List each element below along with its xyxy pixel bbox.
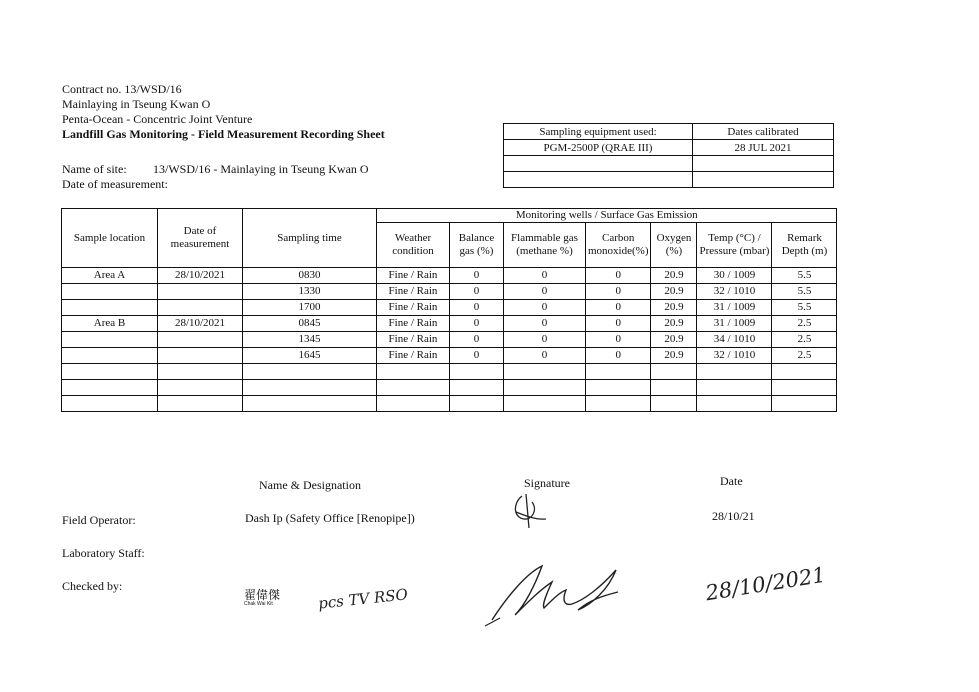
col-carbon-monoxide: Carbon monoxide(%)	[586, 223, 651, 268]
col-sampling-time: Sampling time	[243, 209, 377, 268]
cell-carbon-monoxide	[586, 396, 651, 412]
laboratory-staff-label: Laboratory Staff:	[62, 546, 145, 560]
cell-remark-depth: 5.5	[772, 268, 837, 284]
cell-date	[158, 380, 243, 396]
date-header: Date	[720, 474, 743, 488]
col-flammable-gas: Flammable gas (methane %)	[504, 223, 586, 268]
cell-weather	[377, 364, 450, 380]
field-operator-name: Dash Ip (Safety Office [Renopipe])	[245, 511, 415, 525]
name-designation-header: Name & Designation	[259, 478, 361, 492]
cell-carbon-monoxide: 0	[586, 284, 651, 300]
table-row	[62, 364, 837, 380]
cell-temp-pressure: 30 / 1009	[697, 268, 772, 284]
sheet-title: Landfill Gas Monitoring - Field Measurement Recording Sheet	[62, 127, 385, 141]
cell-sampling-time: 1645	[243, 348, 377, 364]
cell-carbon-monoxide	[586, 380, 651, 396]
cell-sample-location	[62, 300, 158, 316]
cell-sampling-time: 0845	[243, 316, 377, 332]
cell-remark-depth: 5.5	[772, 300, 837, 316]
cell-remark-depth: 2.5	[772, 316, 837, 332]
table-row	[62, 316, 837, 332]
cell-sample-location: Area A	[62, 268, 158, 284]
cell-carbon-monoxide: 0	[586, 300, 651, 316]
cell-remark-depth	[772, 364, 837, 380]
cell-carbon-monoxide	[586, 364, 651, 380]
cell-sample-location	[62, 332, 158, 348]
cell-oxygen: 20.9	[651, 316, 697, 332]
cell-remark-depth: 2.5	[772, 332, 837, 348]
cell-sampling-time	[243, 396, 377, 412]
cell-temp-pressure: 34 / 1010	[697, 332, 772, 348]
cell-temp-pressure: 31 / 1009	[697, 316, 772, 332]
cell-flammable-gas	[504, 380, 586, 396]
cell-oxygen: 20.9	[651, 268, 697, 284]
checked-name-english: Chak Wai Kit	[244, 601, 273, 607]
cell-weather: Fine / Rain	[377, 300, 450, 316]
cell-balance-gas: 0	[450, 284, 504, 300]
cell-balance-gas	[450, 396, 504, 412]
contract-number: Contract no. 13/WSD/16	[62, 82, 182, 96]
cell-sample-location	[62, 348, 158, 364]
col-sample-location: Sample location	[62, 209, 158, 268]
calibration-header: Dates calibrated	[693, 124, 834, 140]
cell-carbon-monoxide: 0	[586, 268, 651, 284]
cell-weather	[377, 396, 450, 412]
cell-date	[158, 300, 243, 316]
col-weather-condition: Weather condition	[377, 223, 450, 268]
table-row	[62, 380, 837, 396]
checked-by-label: Checked by:	[62, 579, 123, 593]
equipment-table	[503, 123, 834, 188]
calibration-empty-cell	[693, 172, 834, 188]
cell-date: 28/10/2021	[158, 316, 243, 332]
cell-weather: Fine / Rain	[377, 284, 450, 300]
cell-oxygen: 20.9	[651, 348, 697, 364]
cell-sampling-time: 1345	[243, 332, 377, 348]
col-oxygen: Oxygen (%)	[651, 223, 697, 268]
cell-sampling-time: 1700	[243, 300, 377, 316]
cell-temp-pressure	[697, 396, 772, 412]
cell-sample-location: Area B	[62, 316, 158, 332]
cell-balance-gas: 0	[450, 332, 504, 348]
cell-weather: Fine / Rain	[377, 268, 450, 284]
cell-date	[158, 284, 243, 300]
cell-sample-location	[62, 396, 158, 412]
contractor-name: Penta-Ocean - Concentric Joint Venture	[62, 112, 253, 126]
table-row	[62, 396, 837, 412]
cell-sampling-time: 0830	[243, 268, 377, 284]
equipment-header: Sampling equipment used:	[504, 124, 693, 140]
monitoring-table	[61, 208, 837, 412]
cell-carbon-monoxide: 0	[586, 332, 651, 348]
monitoring-group-header: Monitoring wells / Surface Gas Emission	[377, 209, 837, 223]
cell-flammable-gas: 0	[504, 268, 586, 284]
cell-weather: Fine / Rain	[377, 316, 450, 332]
equipment-value: PGM-2500P (QRAE III)	[504, 140, 693, 156]
col-temp-pressure: Temp (°C) / Pressure (mbar)	[697, 223, 772, 268]
cell-balance-gas: 0	[450, 300, 504, 316]
calibration-value: 28 JUL 2021	[693, 140, 834, 156]
checked-signature	[480, 560, 640, 630]
cell-carbon-monoxide: 0	[586, 348, 651, 364]
cell-carbon-monoxide: 0	[586, 316, 651, 332]
field-operator-date: 28/10/21	[712, 509, 755, 523]
cell-oxygen	[651, 396, 697, 412]
cell-date	[158, 332, 243, 348]
cell-oxygen: 20.9	[651, 332, 697, 348]
checked-name-chinese: 翟偉傑	[244, 588, 281, 602]
cell-oxygen	[651, 380, 697, 396]
cell-remark-depth: 2.5	[772, 348, 837, 364]
cell-sampling-time	[243, 364, 377, 380]
cell-weather	[377, 380, 450, 396]
cell-flammable-gas: 0	[504, 300, 586, 316]
equipment-empty-cell	[504, 172, 693, 188]
cell-oxygen: 20.9	[651, 284, 697, 300]
cell-sample-location	[62, 380, 158, 396]
cell-date: 28/10/2021	[158, 268, 243, 284]
cell-remark-depth: 5.5	[772, 284, 837, 300]
cell-date	[158, 396, 243, 412]
table-row	[62, 268, 837, 284]
cell-sample-location	[62, 284, 158, 300]
table-row	[62, 332, 837, 348]
cell-balance-gas: 0	[450, 348, 504, 364]
cell-balance-gas	[450, 380, 504, 396]
cell-sample-location	[62, 364, 158, 380]
cell-temp-pressure	[697, 364, 772, 380]
cell-flammable-gas	[504, 396, 586, 412]
cell-date	[158, 348, 243, 364]
cell-flammable-gas: 0	[504, 332, 586, 348]
cell-remark-depth	[772, 380, 837, 396]
field-operator-signature	[508, 492, 550, 532]
cell-balance-gas	[450, 364, 504, 380]
col-date-of-measurement: Date of measurement	[158, 209, 243, 268]
cell-oxygen: 20.9	[651, 300, 697, 316]
cell-flammable-gas: 0	[504, 348, 586, 364]
cell-weather: Fine / Rain	[377, 348, 450, 364]
cell-balance-gas: 0	[450, 316, 504, 332]
col-remark-depth: Remark Depth (m)	[772, 223, 837, 268]
cell-sampling-time	[243, 380, 377, 396]
site-label: Name of site:	[62, 162, 127, 176]
project-name: Mainlaying in Tseung Kwan O	[62, 97, 211, 111]
signature-header: Signature	[524, 476, 570, 490]
cell-date	[158, 364, 243, 380]
date-of-measurement-label: Date of measurement:	[62, 177, 168, 191]
cell-temp-pressure: 32 / 1010	[697, 284, 772, 300]
cell-sampling-time: 1330	[243, 284, 377, 300]
cell-flammable-gas: 0	[504, 284, 586, 300]
cell-temp-pressure	[697, 380, 772, 396]
cell-temp-pressure: 32 / 1010	[697, 348, 772, 364]
cell-temp-pressure: 31 / 1009	[697, 300, 772, 316]
cell-flammable-gas	[504, 364, 586, 380]
col-balance-gas: Balance gas (%)	[450, 223, 504, 268]
cell-oxygen	[651, 364, 697, 380]
equipment-empty-cell	[504, 156, 693, 172]
table-row	[62, 284, 837, 300]
cell-flammable-gas: 0	[504, 316, 586, 332]
table-row	[62, 348, 837, 364]
checked-handwritten-designation: pcs TV RSO	[317, 585, 409, 613]
cell-balance-gas: 0	[450, 268, 504, 284]
cell-remark-depth	[772, 396, 837, 412]
site-value: 13/WSD/16 - Mainlaying in Tseung Kwan O	[153, 162, 369, 176]
checked-date: 28/10/2021	[703, 562, 828, 606]
calibration-empty-cell	[693, 156, 834, 172]
table-row	[62, 300, 837, 316]
field-operator-label: Field Operator:	[62, 513, 136, 527]
cell-weather: Fine / Rain	[377, 332, 450, 348]
